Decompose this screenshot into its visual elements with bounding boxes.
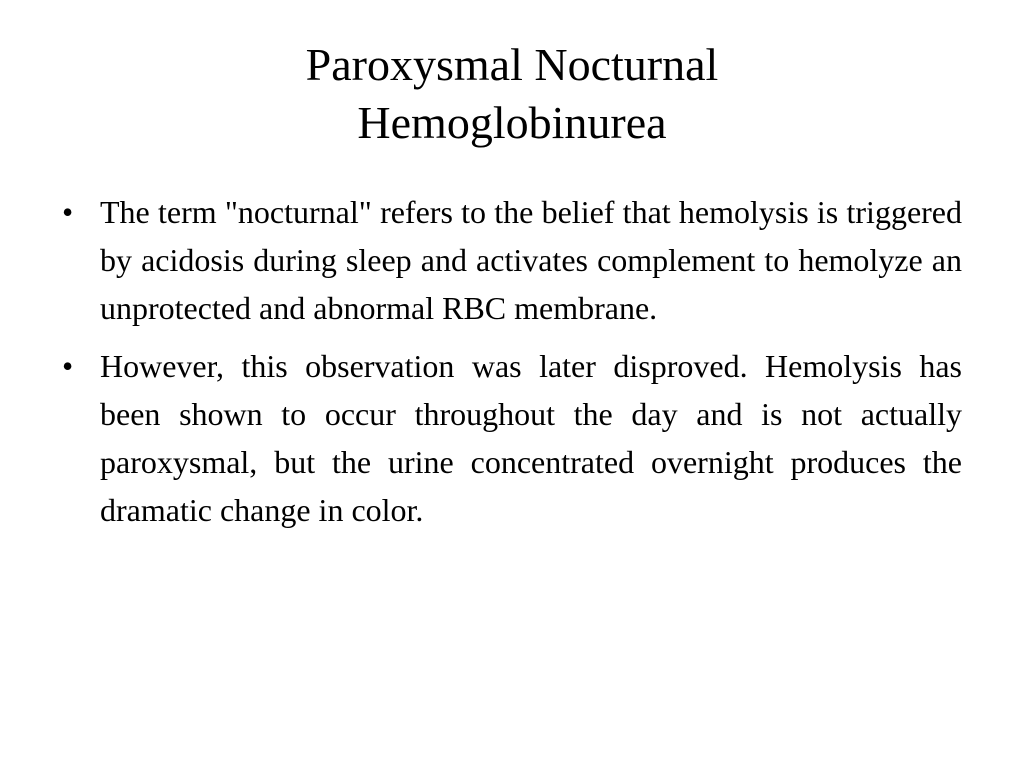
bullet-text-1: The term "nocturnal" refers to the belief that hemolysis is triggered by acidosis during sleep and activates complement to hemolyze an unprotected and abnormal RBC membrane. [100,194,962,326]
slide-title [0,36,1024,152]
bullet-list [62,188,962,544]
bullet-icon: • [62,194,74,230]
bullet-text-2: However, this observation was later disproved. Hemolysis has been shown to occur throughout the day and is not actually paroxysmal, but the urine concentrated overnight produces the dramatic change in color. [100,348,962,528]
bullet-item-1 [62,188,962,332]
bullet-item-2 [62,342,962,534]
slide-title-line-1: Paroxysmal Nocturnal [305,39,719,90]
slide-title-line-2: Hemoglobinurea [357,97,667,148]
bullet-icon: • [62,348,74,384]
